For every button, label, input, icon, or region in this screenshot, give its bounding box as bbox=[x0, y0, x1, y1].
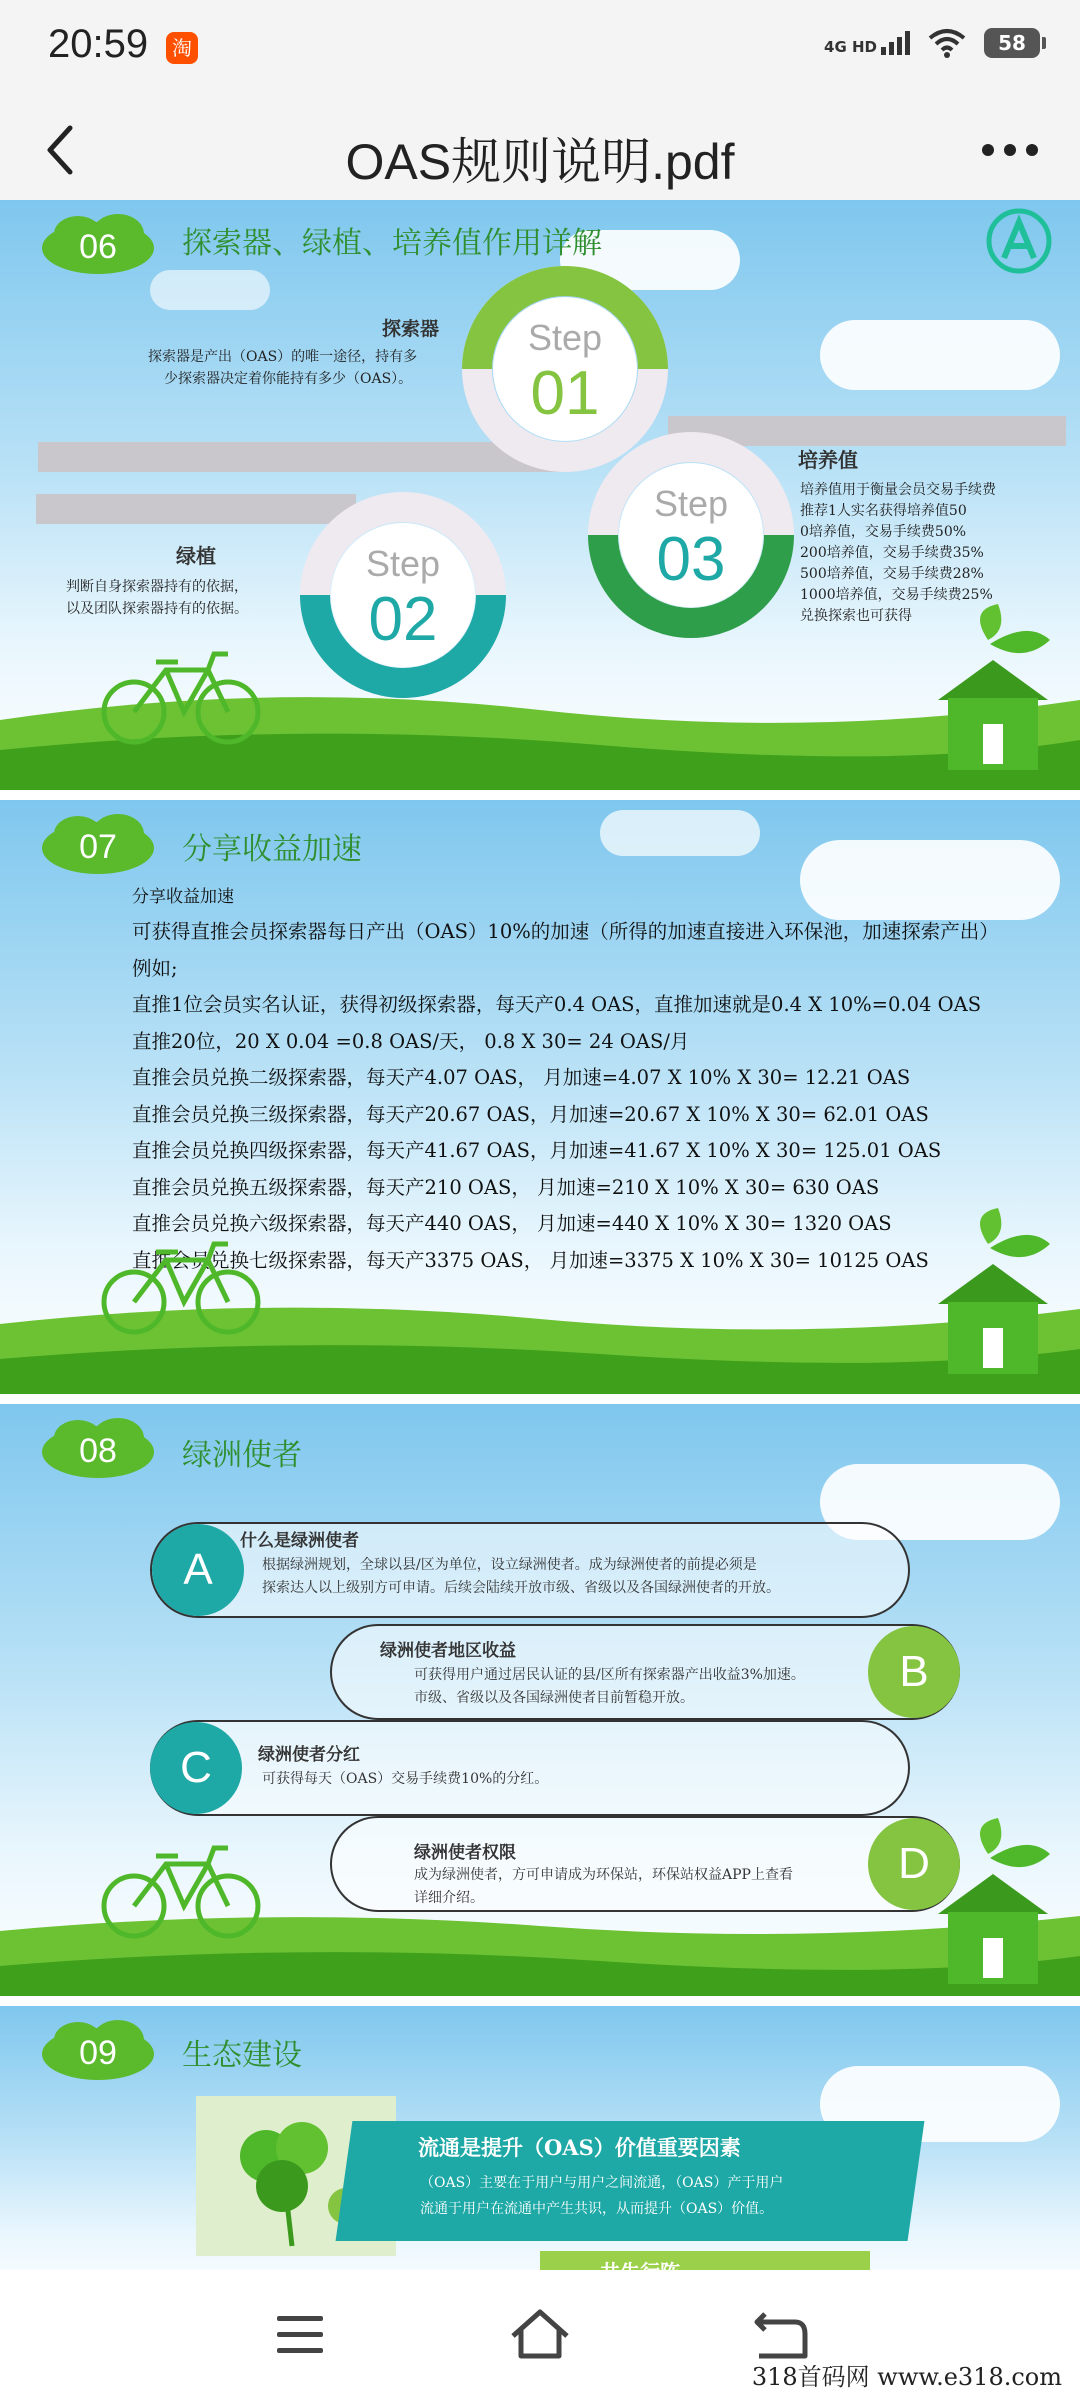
oasis-item-b-title: 绿洲使者地区收益 bbox=[380, 1641, 516, 1661]
oasis-item-b-line-1: 可获得用户通过居民认证的县/区所有探索器产出收益3%加速。 bbox=[414, 1667, 805, 1683]
s7-line: 直推会员兑换二级探索器，每天产4.07 OAS， 月加速=4.07 X 10% X 30= 12.21 OAS bbox=[132, 1066, 911, 1089]
slide-number-cloud bbox=[38, 1416, 158, 1480]
wifi-icon bbox=[928, 28, 966, 58]
taobao-app-icon: 淘 bbox=[166, 32, 198, 64]
slide-06 bbox=[0, 200, 1080, 790]
svg-text:01: 01 bbox=[530, 359, 600, 428]
bicycle-icon bbox=[96, 1230, 266, 1340]
slide-06-heading: 探索器、绿植、培养值作用详解 bbox=[182, 226, 602, 261]
svg-text:Step: Step bbox=[527, 317, 603, 358]
s7-line: 直推20位，20 X 0.04 =0.8 OAS/天， 0.8 X 30= 24 OAS/月 bbox=[132, 1029, 690, 1053]
s7-line: 例如; bbox=[132, 956, 178, 980]
svg-text:06: 06 bbox=[79, 228, 117, 266]
oasis-item-c-title: 绿洲使者分红 bbox=[258, 1745, 360, 1765]
svg-text:08: 08 bbox=[79, 1432, 117, 1470]
status-time: 20:59 bbox=[48, 22, 149, 66]
badge-d: D bbox=[868, 1818, 960, 1910]
s7-line: 可获得直推会员探索器每日产出（OAS）10%的加速（所得的加速直接进入环保池，加速探索产出） bbox=[132, 920, 999, 943]
step-03-title: 培养值 bbox=[798, 448, 858, 472]
bicycle-icon bbox=[96, 1834, 266, 1944]
step-02-line-1: 判断自身探索器持有的依据， bbox=[66, 579, 248, 595]
house-icon bbox=[928, 1814, 1058, 1994]
slide-number-cloud bbox=[38, 212, 158, 276]
svg-text:Step: Step bbox=[653, 483, 729, 524]
step-03-lines: 培养值用于衡量会员交易手续费 推荐1人实名获得培养值50 0培养值，交易手续费50% 200培养值，交易手续费35% 500培养值，交易手续费28% 1000培养值，交易手续费25% 兑换探索也可获得 bbox=[800, 482, 996, 624]
slide-07-heading: 分享收益加速 bbox=[182, 832, 362, 867]
menu-button[interactable] bbox=[255, 2290, 345, 2380]
return-icon bbox=[757, 2314, 805, 2356]
s7-line: 分享收益加速 bbox=[132, 887, 234, 907]
oasis-item-b-line-2: 市级、省级以及各国绿洲使者目前暂稳开放。 bbox=[414, 1690, 694, 1706]
step-02-line-2: 以及团队探索器持有的依据。 bbox=[66, 601, 248, 617]
s7-line: 直推会员兑换七级探索器，每天产3375 OAS， 月加速=3375 X 10% X 30= 10125 OAS bbox=[132, 1248, 929, 1272]
bicycle-icon bbox=[96, 640, 266, 750]
document-title: OAS规则说明.pdf bbox=[345, 134, 735, 190]
signal-icon bbox=[881, 31, 910, 55]
network-label: 4G HD bbox=[824, 38, 877, 56]
site-watermark: 318首码网 www.e318.com bbox=[751, 2363, 1062, 2391]
oasis-item-a-title: 什么是绿洲使者 bbox=[240, 1531, 359, 1551]
s7-line: 直推会员兑换五级探索器，每天产210 OAS， 月加速=210 X 10% X 30= 630 OAS bbox=[132, 1175, 880, 1199]
slide-09 bbox=[0, 2006, 1080, 2306]
step-01-title: 探索器 bbox=[382, 318, 440, 340]
oasis-item-d-line-2: 详细介绍。 bbox=[414, 1890, 484, 1906]
banner-title: 流通是提升（OAS）价值重要因素 bbox=[418, 2135, 741, 2160]
house-icon bbox=[928, 1204, 1058, 1384]
step-01-line-2: 少探索器决定着你能持有多少（OAS）。 bbox=[164, 371, 413, 387]
status-indicators bbox=[824, 28, 1040, 58]
slide-08-heading: 绿洲使者 bbox=[182, 1438, 302, 1473]
svg-text:03: 03 bbox=[656, 525, 726, 594]
step-01-line-1: 探索器是产出（OAS）的唯一途径，持有多 bbox=[148, 349, 418, 365]
oasis-item-a-line-1: 根据绿洲规划，全球以县/区为单位，设立绿洲使者。成为绿洲使者的前提必须是 bbox=[262, 1557, 757, 1573]
slide-07 bbox=[0, 800, 1080, 1394]
slide-08 bbox=[0, 1404, 1080, 1996]
oasis-item-c-line-1: 可获得每天（OAS）交易手续费10%的分红。 bbox=[262, 1771, 549, 1787]
badge-c: C bbox=[150, 1722, 242, 1814]
seal-logo-icon bbox=[984, 206, 1054, 276]
step-02-ring bbox=[298, 490, 508, 700]
network-indicator bbox=[824, 31, 910, 55]
house-icon bbox=[928, 600, 1058, 780]
svg-text:07: 07 bbox=[79, 828, 117, 866]
navigation-bar bbox=[0, 2270, 1080, 2400]
oasis-item-a-line-2: 探索达人以上级别方可申请。后续会陆续开放市级、省级以及各国绿洲使者的开放。 bbox=[262, 1580, 780, 1596]
slide-07-body bbox=[132, 880, 999, 1279]
svg-text:09: 09 bbox=[79, 2034, 117, 2072]
step-03-ring bbox=[586, 430, 796, 640]
s7-line: 直推1位会员实名认证，获得初级探索器，每天产0.4 OAS，直推加速就是0.4 X 10%=0.04 OAS bbox=[132, 993, 982, 1016]
slide-09-heading: 生态建设 bbox=[182, 2038, 302, 2073]
pdf-viewer[interactable] bbox=[0, 200, 1080, 2270]
home-button[interactable] bbox=[495, 2290, 585, 2380]
home-icon bbox=[513, 2312, 567, 2356]
badge-a: A bbox=[152, 1524, 244, 1616]
slide-number-cloud bbox=[38, 2018, 158, 2082]
oasis-item-d-title: 绿洲使者权限 bbox=[414, 1843, 516, 1863]
menu-icon bbox=[277, 2316, 323, 2353]
step-02-title: 绿植 bbox=[176, 544, 216, 568]
status-bar bbox=[0, 0, 1080, 100]
s7-line: 直推会员兑换四级探索器，每天产41.67 OAS，月加速=41.67 X 10% X 30= 125.01 OAS bbox=[132, 1139, 942, 1162]
slide-number-cloud bbox=[38, 812, 158, 876]
banner-body: （OAS）主要在于用户与用户之间流通，（OAS）产于用户 流通于用户在流通中产生共识，从而提升（OAS）价值。 bbox=[420, 2175, 784, 2217]
s7-line: 直推会员兑换三级探索器，每天产20.67 OAS，月加速=20.67 X 10% X 30= 62.01 OAS bbox=[132, 1102, 929, 1126]
more-options-button[interactable] bbox=[970, 122, 1050, 178]
more-dots-icon bbox=[982, 144, 994, 156]
title-bar bbox=[0, 100, 1080, 200]
svg-text:02: 02 bbox=[368, 585, 438, 654]
s7-line: 直推会员兑换六级探索器，每天产440 OAS， 月加速=440 X 10% X 30= 1320 OAS bbox=[132, 1212, 892, 1235]
oasis-item-d-line-1: 成为绿洲使者，方可申请成为环保站，环保站权益APP上查看 bbox=[414, 1867, 793, 1883]
battery-icon: 58 bbox=[984, 28, 1040, 58]
svg-text:Step: Step bbox=[365, 543, 441, 584]
badge-b: B bbox=[868, 1626, 960, 1718]
